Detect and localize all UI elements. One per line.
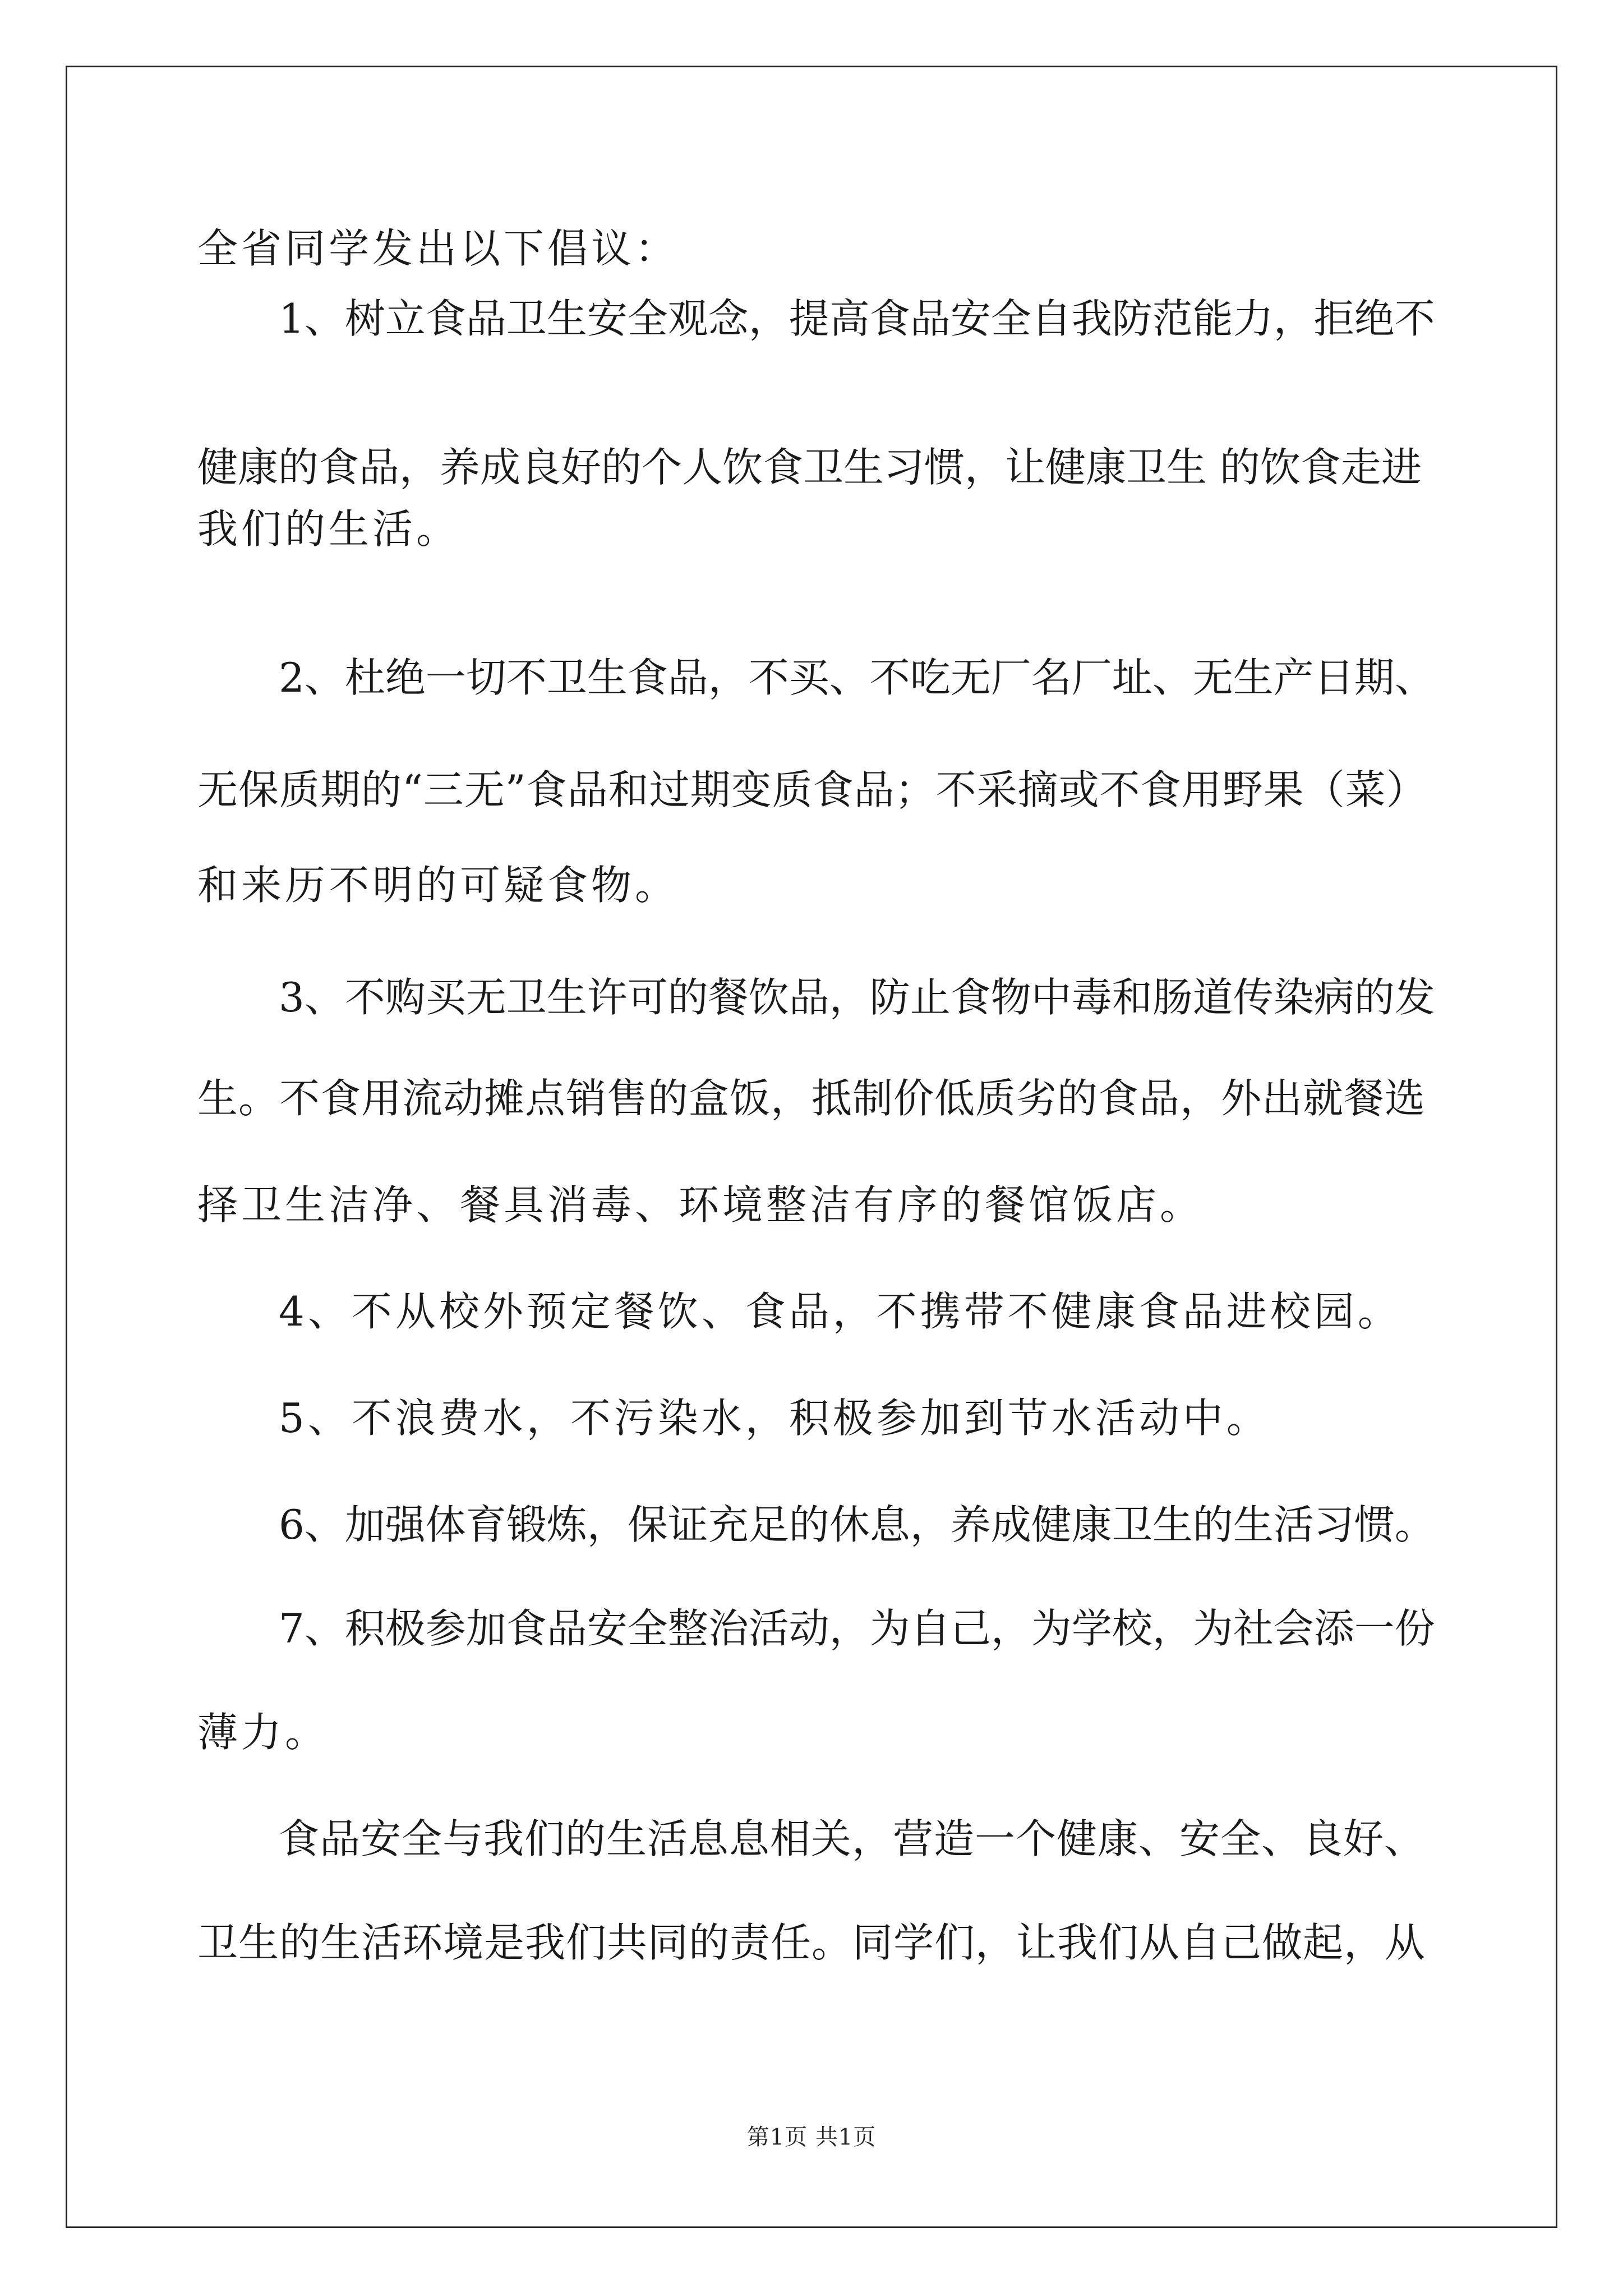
text-line-8: 3、不购买无卫生许可的餐饮品，防止食物中毒和肠道传染病的发	[279, 974, 1435, 1021]
text-line-5: 2、杜绝一切不卫生食品，不买、不吃无厂名厂址、无生产日期、	[279, 654, 1435, 701]
text-line-1: 全省同学发出以下倡议：	[197, 225, 679, 272]
text-line-7: 和来历不明的可疑食物。	[197, 862, 679, 909]
text-line-14: 7、积极参加食品安全整治活动，为自己，为学校，为社会添一份	[279, 1605, 1435, 1652]
text-line-4: 我们的生活。	[197, 505, 460, 553]
text-line-13: 6、加强体育锻炼，保证充足的休息，养成健康卫生的生活习惯。	[279, 1501, 1435, 1548]
text-line-15: 薄力。	[197, 1709, 329, 1756]
text-line-3: 健康的食品，养成良好的个人饮食卫生习惯，让健康卫生 的饮食走进	[197, 444, 1422, 491]
text-line-6: 无保质期的“三无”食品和过期变质食品；不采摘或不食用野果（菜）	[197, 766, 1427, 813]
text-line-17: 卫生的生活环境是我们共同的责任。同学们，让我们从自己做起，从	[197, 1919, 1426, 1966]
text-line-9: 生。不食用流动摊点销售的盒饭，抵制价低质劣的食品，外出就餐选	[197, 1075, 1426, 1122]
page-footer: 第1页 共1页	[746, 2124, 877, 2150]
text-line-10: 择卫生洁净、餐具消毒、环境整洁有序的餐馆饭店。	[197, 1181, 1204, 1228]
text-line-12: 5、不浪费水，不污染水，积极参加到节水活动中。	[279, 1395, 1270, 1442]
text-line-11: 4、不从校外预定餐饮、食品，不携带不健康食品进校园。	[279, 1288, 1401, 1335]
page-border	[66, 66, 1557, 2228]
text-line-16: 食品安全与我们的生活息息相关，营造一个健康、安全、良好、	[279, 1815, 1426, 1862]
text-line-2: 1、树立食品卫生安全观念，提高食品安全自我防范能力，拒绝不	[279, 295, 1435, 342]
